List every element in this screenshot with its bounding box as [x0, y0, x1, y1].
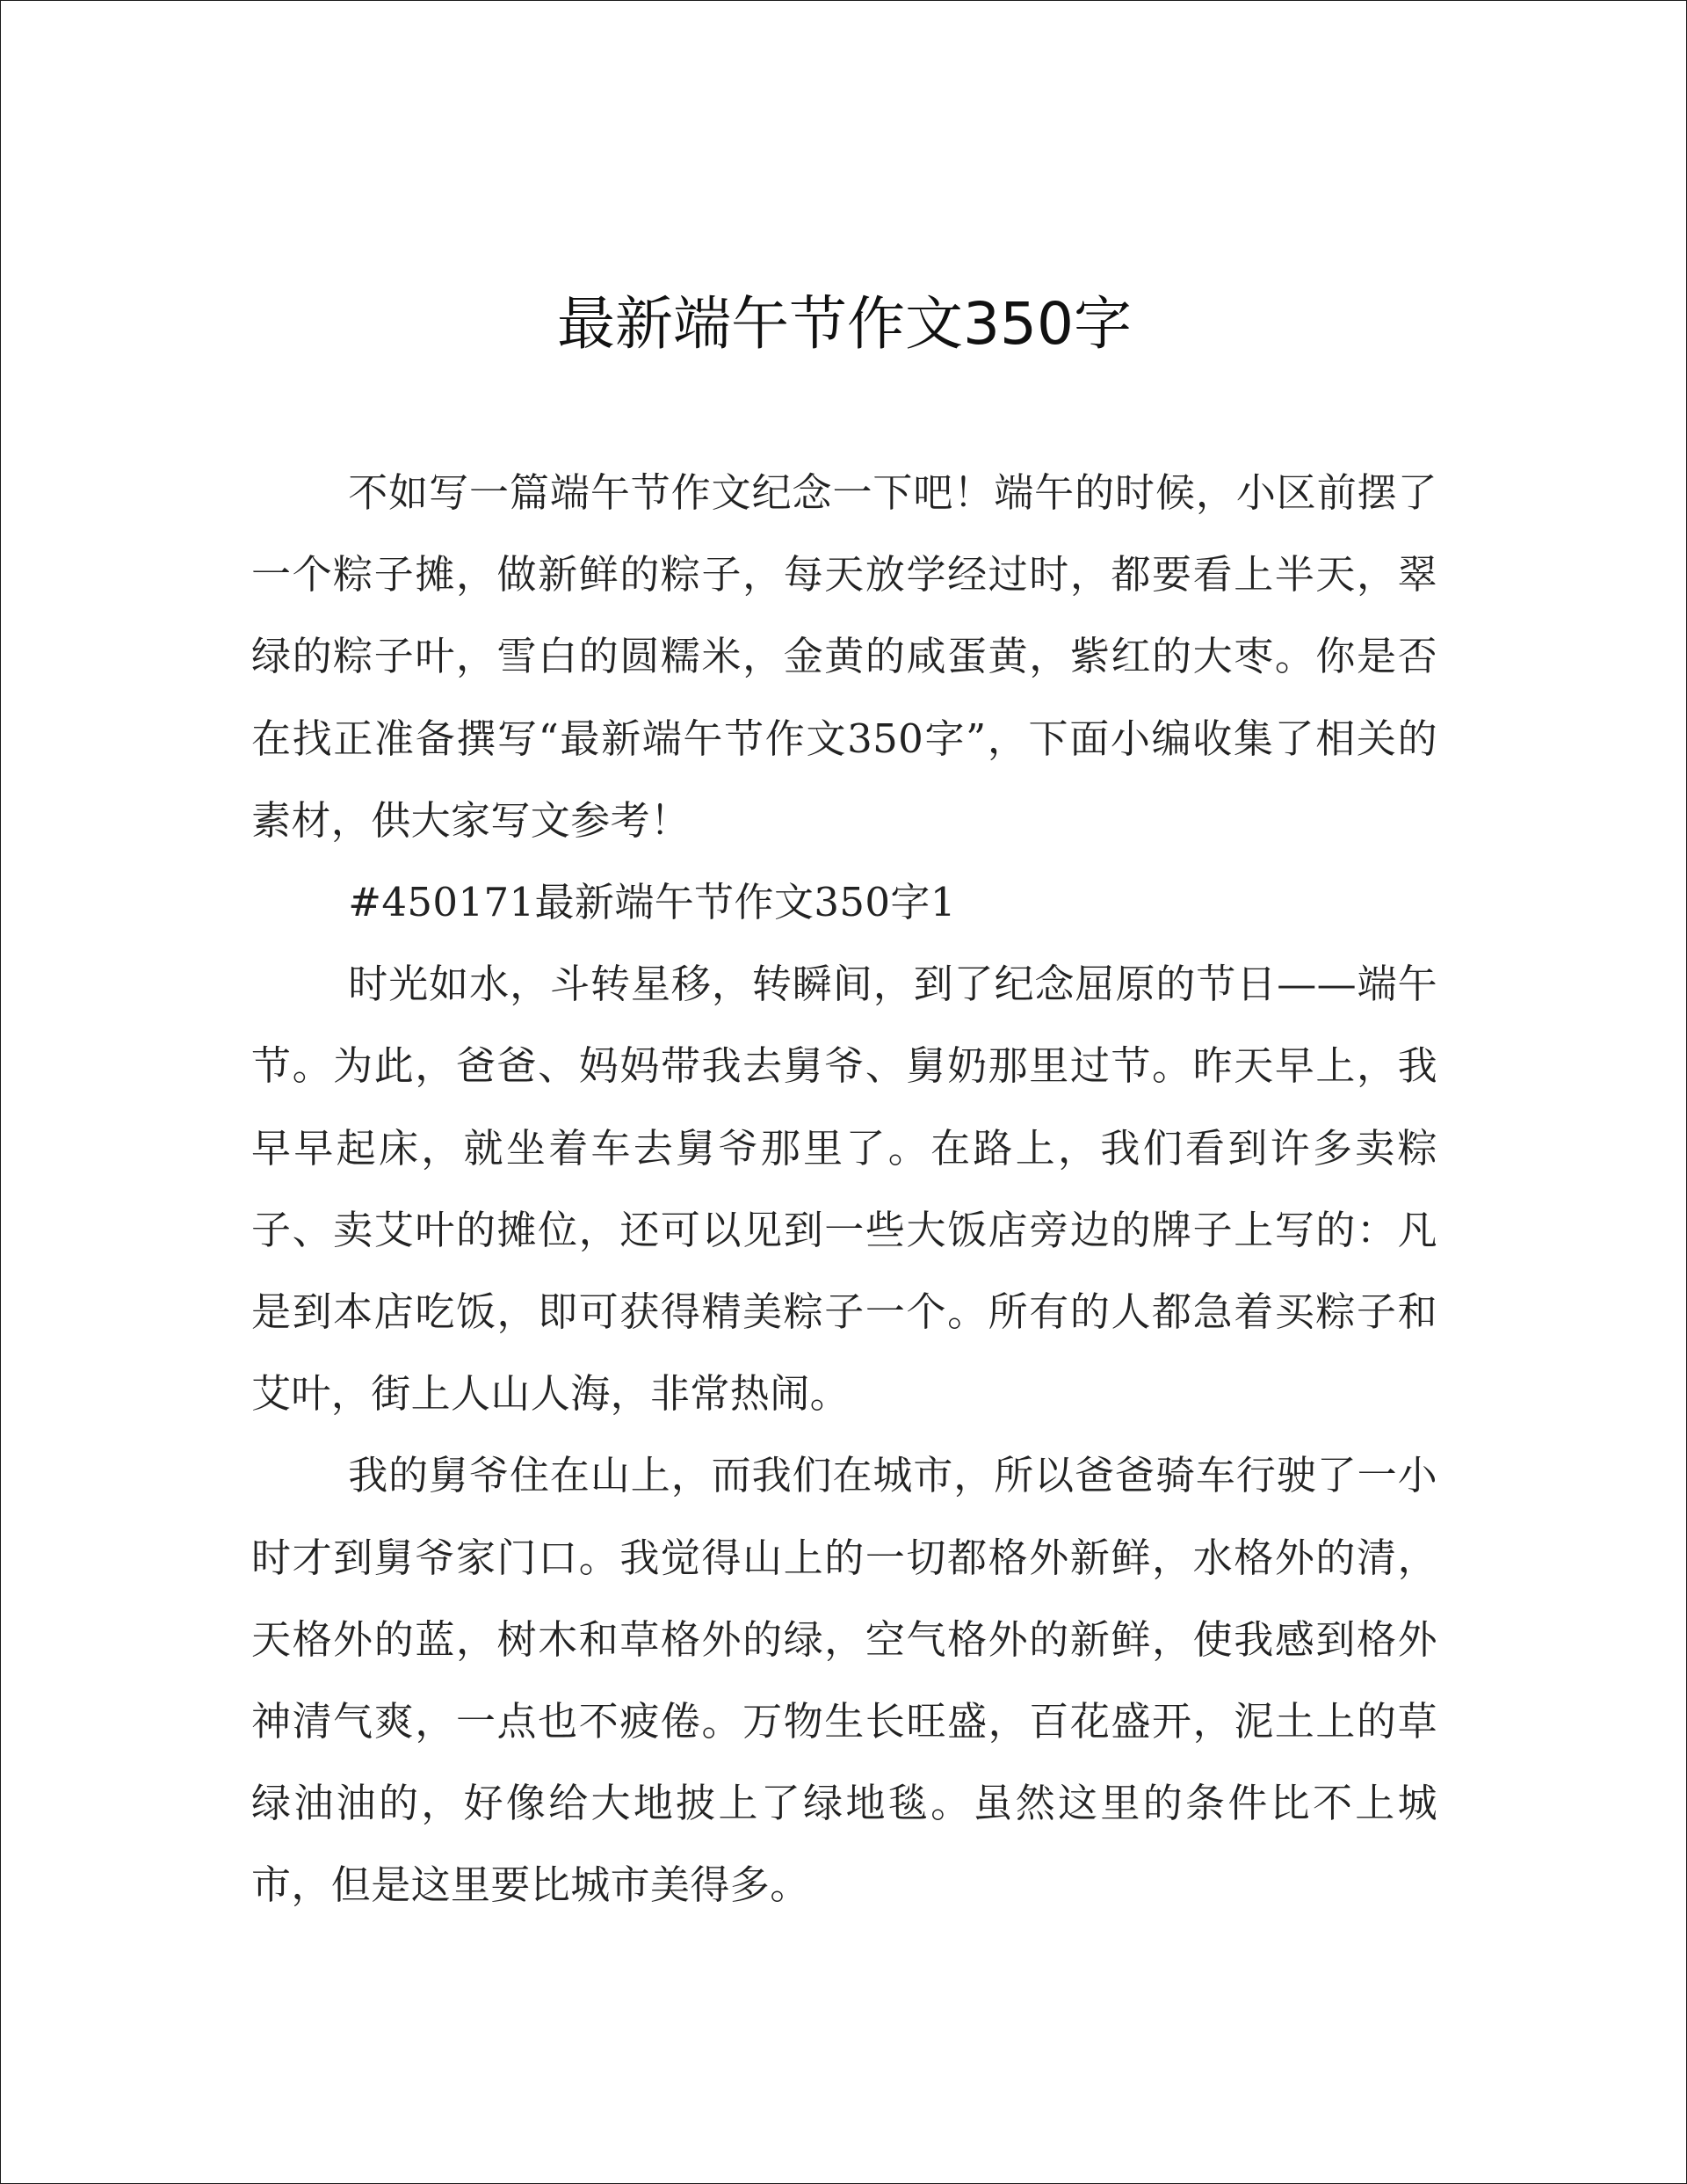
document-title: 最新端午节作文350字 [557, 290, 1132, 358]
document-body [251, 452, 1437, 1926]
body-paragraph-2: 我的舅爷住在山上，而我们在城市，所以爸爸骑车行驶了一小时才到舅爷家门口。我觉得山上的一切都格外新鲜，水格外的清，天格外的蓝，树木和草格外的绿，空气格外的新鲜，使我感到格外神清气爽，一点也不疲倦。万物生长旺盛，百花盛开，泥土上的草绿油油的，好像给大地披上了绿地毯。虽然这里的条件比不上城市，但是这里要比城市美得多。 [251, 1452, 1437, 1909]
section-heading: #450171最新端午节作文350字1 [348, 879, 956, 926]
intro-paragraph: 不如写一篇端午节作文纪念一下吧！端午的时候，小区前摆了一个粽子摊，做新鲜的粽子，每天放学经过时，都要看上半天，翠绿的粽子叶，雪白的圆糯米，金黄的咸蛋黄，紫红的大枣。你是否在找正准备撰写“最新端午节作文350字”，下面小编收集了相关的素材，供大家写文参考！ [251, 469, 1437, 844]
body-paragraph-1: 时光如水，斗转星移，转瞬间，到了纪念屈原的节日——端午节。为此，爸爸、妈妈带我去舅爷、舅奶那里过节。昨天早上，我早早起床，就坐着车去舅爷那里了。在路上，我们看到许多卖粽子、卖艾叶的摊位，还可以见到一些大饭店旁边的牌子上写的：凡是到本店吃饭，即可获得精美粽子一个。所有的人都急着买粽子和艾叶，街上人山人海，非常热闹。 [251, 961, 1437, 1418]
